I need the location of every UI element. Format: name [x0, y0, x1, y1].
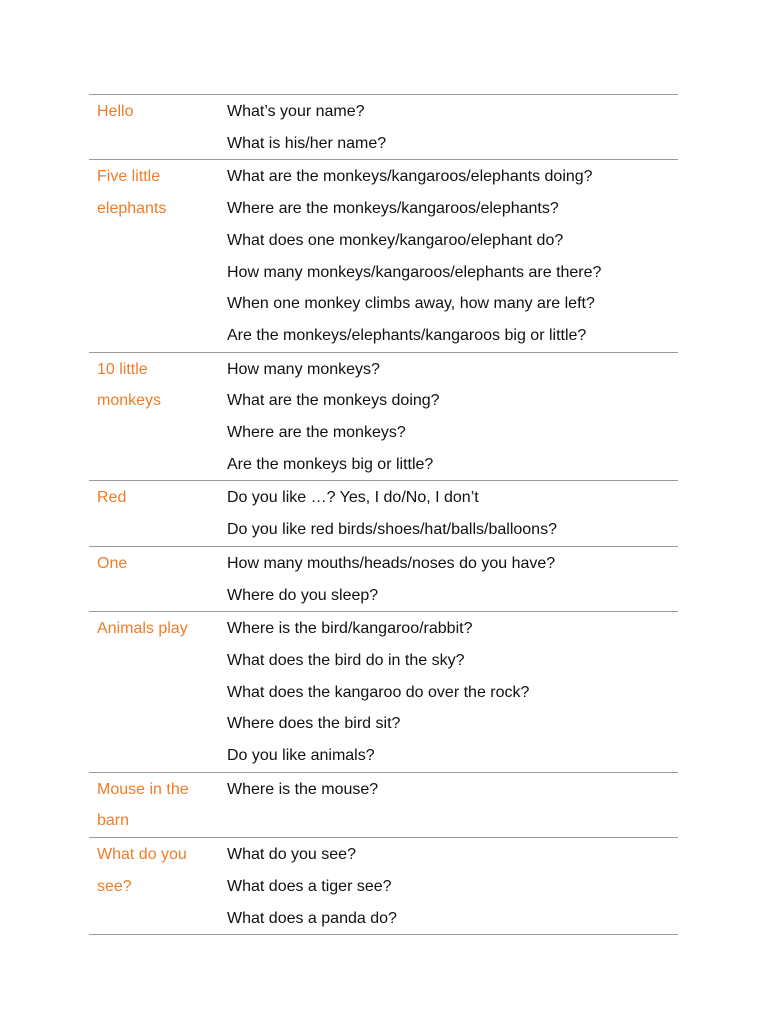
table-row: [89, 481, 678, 546]
question-line: Where do you sleep?: [227, 586, 379, 604]
question-line: Are the monkeys/elephants/kangaroos big or little?: [227, 326, 587, 344]
topic-label: What do you see?: [97, 846, 187, 895]
topic-label: Five little elephants: [97, 168, 167, 218]
topic-question-table: [89, 94, 678, 935]
topic-cell: [89, 352, 227, 481]
questions-cell: [227, 352, 678, 481]
topic-label: Red: [97, 489, 127, 507]
question-line: How many mouths/heads/noses do you have?: [227, 554, 556, 572]
topic-cell: [89, 612, 227, 773]
question-line: How many monkeys/kangaroos/elephants are there?: [227, 263, 602, 281]
question-line: What does one monkey/kangaroo/elephant do?: [227, 231, 564, 249]
question-line: Do you like animals?: [227, 747, 375, 765]
questions-cell: [227, 612, 678, 773]
topic-label: Animals play: [97, 620, 188, 638]
topic-cell: [89, 481, 227, 546]
questions-cell: [227, 838, 678, 935]
question-line: Where is the bird/kangaroo/rabbit?: [227, 620, 473, 638]
questions-cell: [227, 95, 678, 160]
table-row: [89, 772, 678, 837]
questions-cell: [227, 160, 678, 352]
question-line: What does a tiger see?: [227, 877, 392, 895]
question-line: What’s your name?: [227, 103, 365, 120]
table-body: [89, 95, 678, 935]
topic-label: Mouse in the barn: [97, 780, 189, 830]
question-line: When one monkey climbs away, how many are left?: [227, 295, 595, 313]
question-line: What are the monkeys doing?: [227, 392, 440, 410]
table-row: [89, 95, 678, 160]
topic-label: One: [97, 554, 128, 572]
question-line: How many monkeys?: [227, 360, 380, 378]
questions-cell: [227, 481, 678, 546]
topic-cell: [89, 772, 227, 837]
question-line: Are the monkeys big or little?: [227, 455, 434, 473]
table-row: [89, 838, 678, 935]
question-line: Do you like red birds/shoes/hat/balls/balloons?: [227, 521, 557, 539]
question-line: Where does the bird sit?: [227, 715, 401, 733]
table-row: [89, 546, 678, 611]
question-line: Where are the monkeys?: [227, 424, 406, 442]
question-line: What does the kangaroo do over the rock?: [227, 683, 530, 701]
table-row: [89, 352, 678, 481]
topic-label: Hello: [97, 103, 134, 120]
question-line: What do you see?: [227, 846, 356, 864]
topic-cell: [89, 160, 227, 352]
table-row: [89, 160, 678, 352]
topic-cell: [89, 838, 227, 935]
table-row: [89, 612, 678, 773]
topic-cell: [89, 546, 227, 611]
question-line: Where are the monkeys/kangaroos/elephants?: [227, 200, 559, 218]
question-line: What does a panda do?: [227, 909, 397, 927]
question-line: Where is the mouse?: [227, 780, 379, 798]
question-line: What is his/her name?: [227, 134, 387, 152]
topic-label: 10 little monkeys: [97, 360, 162, 410]
questions-cell: [227, 772, 678, 837]
topic-cell: [89, 95, 227, 160]
questions-cell: [227, 546, 678, 611]
question-line: Do you like …? Yes, I do/No, I don’t: [227, 489, 479, 507]
question-line: What are the monkeys/kangaroos/elephants doing?: [227, 168, 593, 186]
question-line: What does the bird do in the sky?: [227, 651, 465, 669]
